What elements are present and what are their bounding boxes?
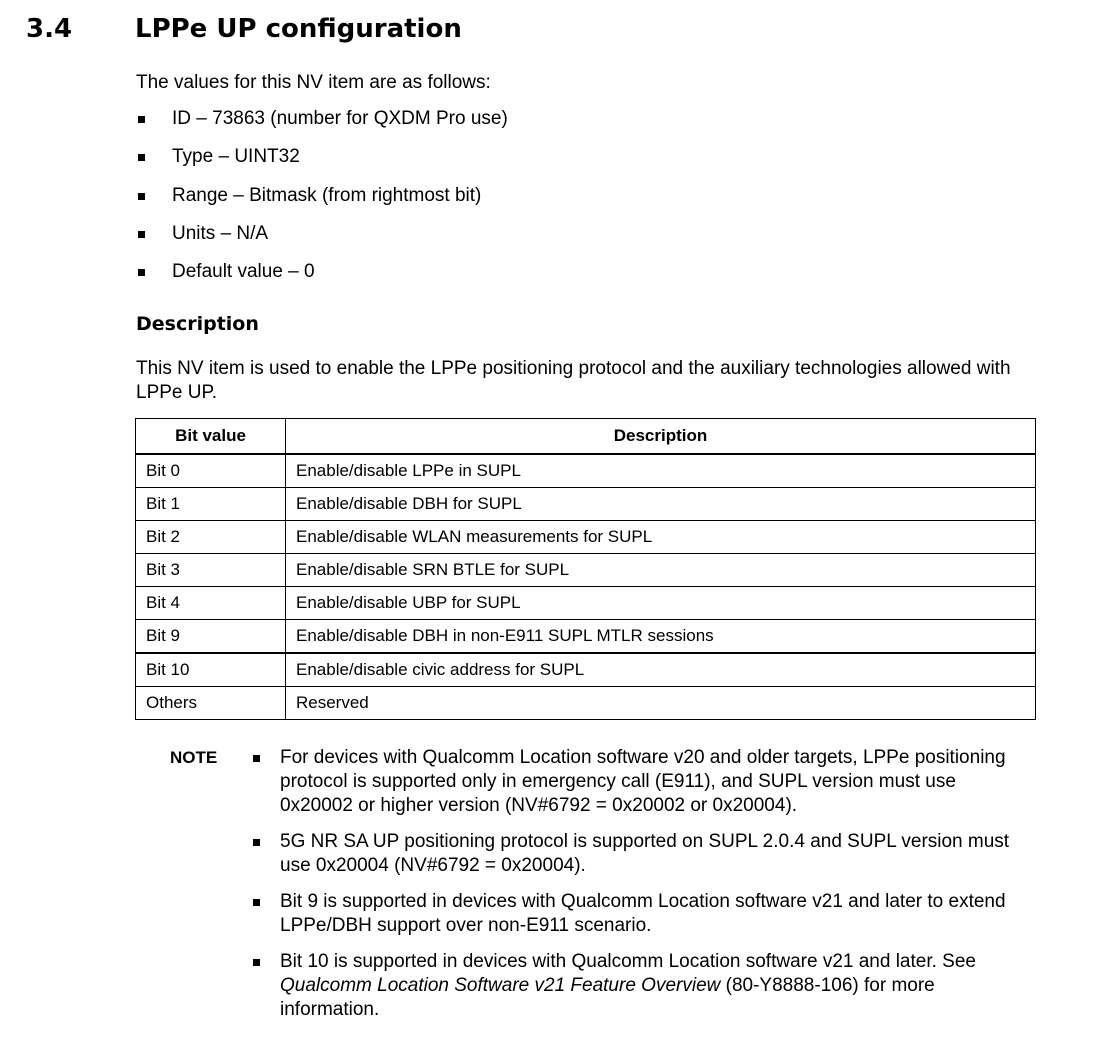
table-row xyxy=(136,454,1036,488)
table-row xyxy=(136,521,1036,554)
bit-value-table xyxy=(135,418,1036,720)
square-bullet-icon xyxy=(138,269,145,276)
description-cell: Enable/disable LPPe in SUPL xyxy=(286,454,1036,488)
property-id: ID – 73863 (number for QXDM Pro use) xyxy=(172,108,508,129)
bit-cell: Bit 4 xyxy=(136,587,286,620)
note-item xyxy=(250,830,1030,878)
note-text-suffix: (80-Y8888-106) for more information. xyxy=(280,975,935,1020)
list-item xyxy=(136,221,508,259)
description-cell: Enable/disable WLAN measurements for SUPL xyxy=(286,521,1036,554)
property-list xyxy=(136,106,508,297)
list-item xyxy=(136,106,508,144)
note-item xyxy=(250,890,1030,938)
square-bullet-icon xyxy=(253,755,260,762)
table-row xyxy=(136,687,1036,720)
square-bullet-icon xyxy=(253,899,260,906)
square-bullet-icon xyxy=(253,839,260,846)
description-cell: Enable/disable DBH in non-E911 SUPL MTLR sessions xyxy=(286,620,1036,654)
square-bullet-icon xyxy=(138,154,145,161)
note-list xyxy=(250,746,1030,1034)
note-label: NOTE xyxy=(170,748,218,767)
description-cell: Enable/disable DBH for SUPL xyxy=(286,488,1036,521)
table-header-row xyxy=(136,419,1036,455)
description-text: This NV item is used to enable the LPPe positioning protocol and the auxiliary technologies allowed with LPPe UP. xyxy=(136,358,1011,403)
column-header-description: Description xyxy=(286,419,1036,455)
square-bullet-icon xyxy=(253,959,260,966)
section-header xyxy=(0,10,1099,54)
note-item xyxy=(250,746,1030,818)
note-text: For devices with Qualcomm Location software v20 and older targets, LPPe positioning protocol is supported only in emergency call (E911), and SUPL version must use 0x20002 or higher version (NV#6792 = 0x20002 or 0x20004). xyxy=(280,747,1006,816)
column-header-bit-value: Bit value xyxy=(136,419,286,455)
section-title: LPPe UP configuration xyxy=(135,14,462,44)
description-cell: Reserved xyxy=(286,687,1036,720)
square-bullet-icon xyxy=(138,116,145,123)
bit-cell: Bit 1 xyxy=(136,488,286,521)
description-cell: Enable/disable civic address for SUPL xyxy=(286,653,1036,687)
note-text: 5G NR SA UP positioning protocol is supported on SUPL 2.0.4 and SUPL version must use 0x20004 (NV#6792 = 0x20004). xyxy=(280,831,1010,876)
table-row xyxy=(136,488,1036,521)
table-row xyxy=(136,620,1036,654)
note-text-prefix: Bit 10 is supported in devices with Qualcomm Location software v21 and later. See xyxy=(280,951,976,972)
note-text: Bit 9 is supported in devices with Qualcomm Location software v21 and later to extend LPPe/DBH support over non-E911 scenario. xyxy=(280,891,1006,936)
description-cell: Enable/disable UBP for SUPL xyxy=(286,587,1036,620)
document-reference: Qualcomm Location Software v21 Feature Overview xyxy=(280,975,721,996)
description-heading: Description xyxy=(136,313,259,335)
bit-cell: Bit 9 xyxy=(136,620,286,654)
section-number: 3.4 xyxy=(26,14,73,44)
bit-cell: Others xyxy=(136,687,286,720)
note-item xyxy=(250,950,1030,1022)
table-row xyxy=(136,653,1036,687)
property-range: Range – Bitmask (from rightmost bit) xyxy=(172,184,482,206)
bit-cell: Bit 10 xyxy=(136,653,286,687)
table-row xyxy=(136,587,1036,620)
square-bullet-icon xyxy=(138,231,145,238)
intro-text: The values for this NV item are as follows: xyxy=(136,72,491,93)
list-item xyxy=(136,144,508,182)
list-item xyxy=(136,259,508,297)
bit-cell: Bit 3 xyxy=(136,554,286,587)
square-bullet-icon xyxy=(138,193,145,200)
property-default: Default value – 0 xyxy=(172,261,315,283)
property-type: Type – UINT32 xyxy=(172,146,300,168)
bit-cell: Bit 0 xyxy=(136,454,286,488)
table-row xyxy=(136,554,1036,587)
description-cell: Enable/disable SRN BTLE for SUPL xyxy=(286,554,1036,587)
property-units: Units – N/A xyxy=(172,222,269,244)
list-item xyxy=(136,183,508,221)
bit-cell: Bit 2 xyxy=(136,521,286,554)
